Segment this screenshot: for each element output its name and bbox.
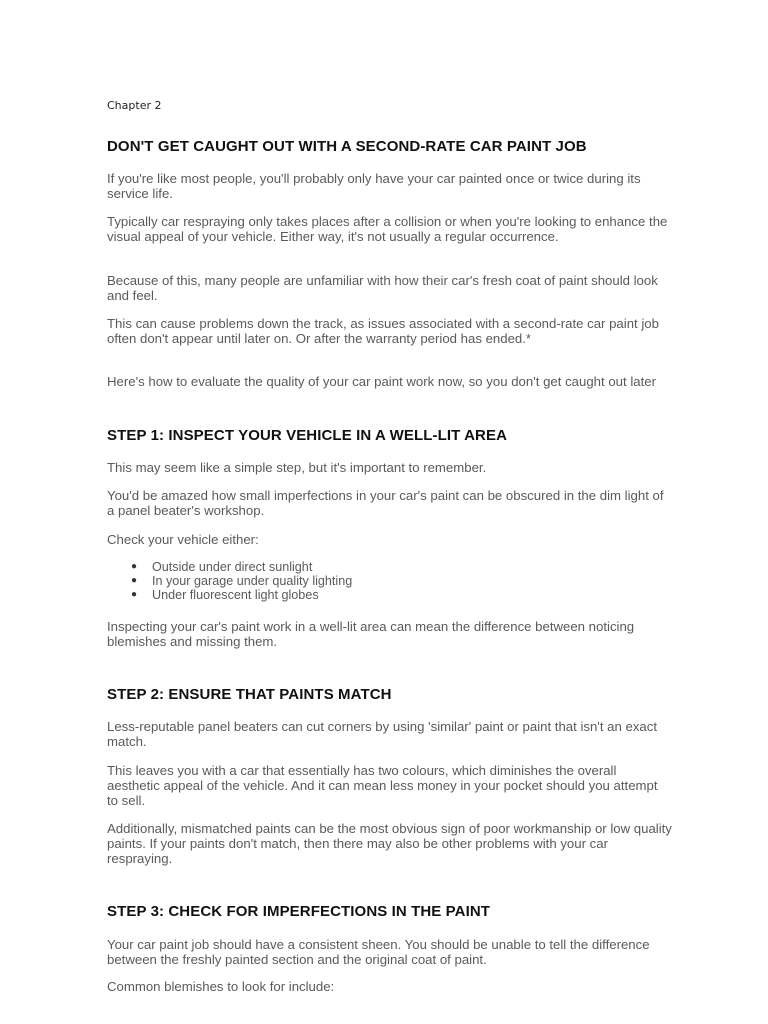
intro-paragraph-5: Here's how to evaluate the quality of your car paint work now, so you don't get caught out later — [107, 374, 656, 389]
bullet-icon: ● — [131, 561, 138, 572]
step1-paragraph-2: You'd be amazed how small imperfections in your car's paint can be obscured in the dim light of a panel beater's workshop. — [107, 488, 664, 518]
step3-paragraph-2: Common blemishes to look for include: — [107, 979, 335, 994]
step1-closing-paragraph: Inspecting your car's paint work in a well-lit area can mean the difference between noticing blemishes and missing them. — [107, 619, 635, 649]
intro-paragraph-4: This can cause problems down the track, as issues associated with a second-rate car paint job often don't appear until later on. Or after the warranty period has ended.* — [107, 316, 659, 346]
list-item: ● In your garage under quality lighting — [131, 574, 353, 589]
list-item: ● Outside under direct sunlight — [131, 560, 313, 574]
bullet-icon: ● — [131, 575, 138, 587]
bullet-icon: ● — [131, 589, 138, 601]
step1-bullet-list — [107, 560, 672, 603]
chapter-label: Chapter 2 — [107, 99, 162, 112]
step1-heading: STEP 1: INSPECT YOUR VEHICLE IN A WELL-LIT AREA — [107, 427, 508, 444]
step3-heading: STEP 3: CHECK FOR IMPERFECTIONS IN THE PAINT — [107, 903, 491, 920]
intro-paragraph-3: Because of this, many people are unfamiliar with how their car's fresh coat of paint should look and feel. — [107, 273, 658, 303]
step2-paragraph-1: Less-reputable panel beaters can cut corners by using 'similar' paint or paint that isn't an exact match. — [107, 719, 658, 749]
step3-paragraph-1: Your car paint job should have a consistent sheen. You should be unable to tell the difference between the freshly painted section and the original coat of paint. — [107, 937, 650, 967]
step2-paragraph-3: Additionally, mismatched paints can be the most obvious sign of poor workmanship or low quality paints. If your paints don't match, then there may also be other problems with your car respraying. — [107, 821, 672, 866]
step1-paragraph-3: Check your vehicle either: — [107, 532, 259, 547]
list-item: ● Under fluorescent light globes — [131, 588, 319, 603]
step2-heading: STEP 2: ENSURE THAT PAINTS MATCH — [107, 686, 392, 703]
document-title: DON'T GET CAUGHT OUT WITH A SECOND-RATE CAR PAINT JOB — [107, 138, 587, 155]
intro-paragraph-1: If you're like most people, you'll probably only have your car painted once or twice during its service life. — [107, 171, 641, 201]
intro-paragraph-2: Typically car respraying only takes places after a collision or when you're looking to enhance the visual appeal of your vehicle. Either way, it's not usually a regular occurrence. — [107, 214, 668, 244]
step1-paragraph-1: This may seem like a simple step, but it's important to remember. — [107, 460, 487, 475]
step2-paragraph-2: This leaves you with a car that essentially has two colours, which diminishes the overall aesthetic appeal of the vehicle. And it can mean less money in your pocket should you attempt to sell. — [107, 763, 658, 808]
